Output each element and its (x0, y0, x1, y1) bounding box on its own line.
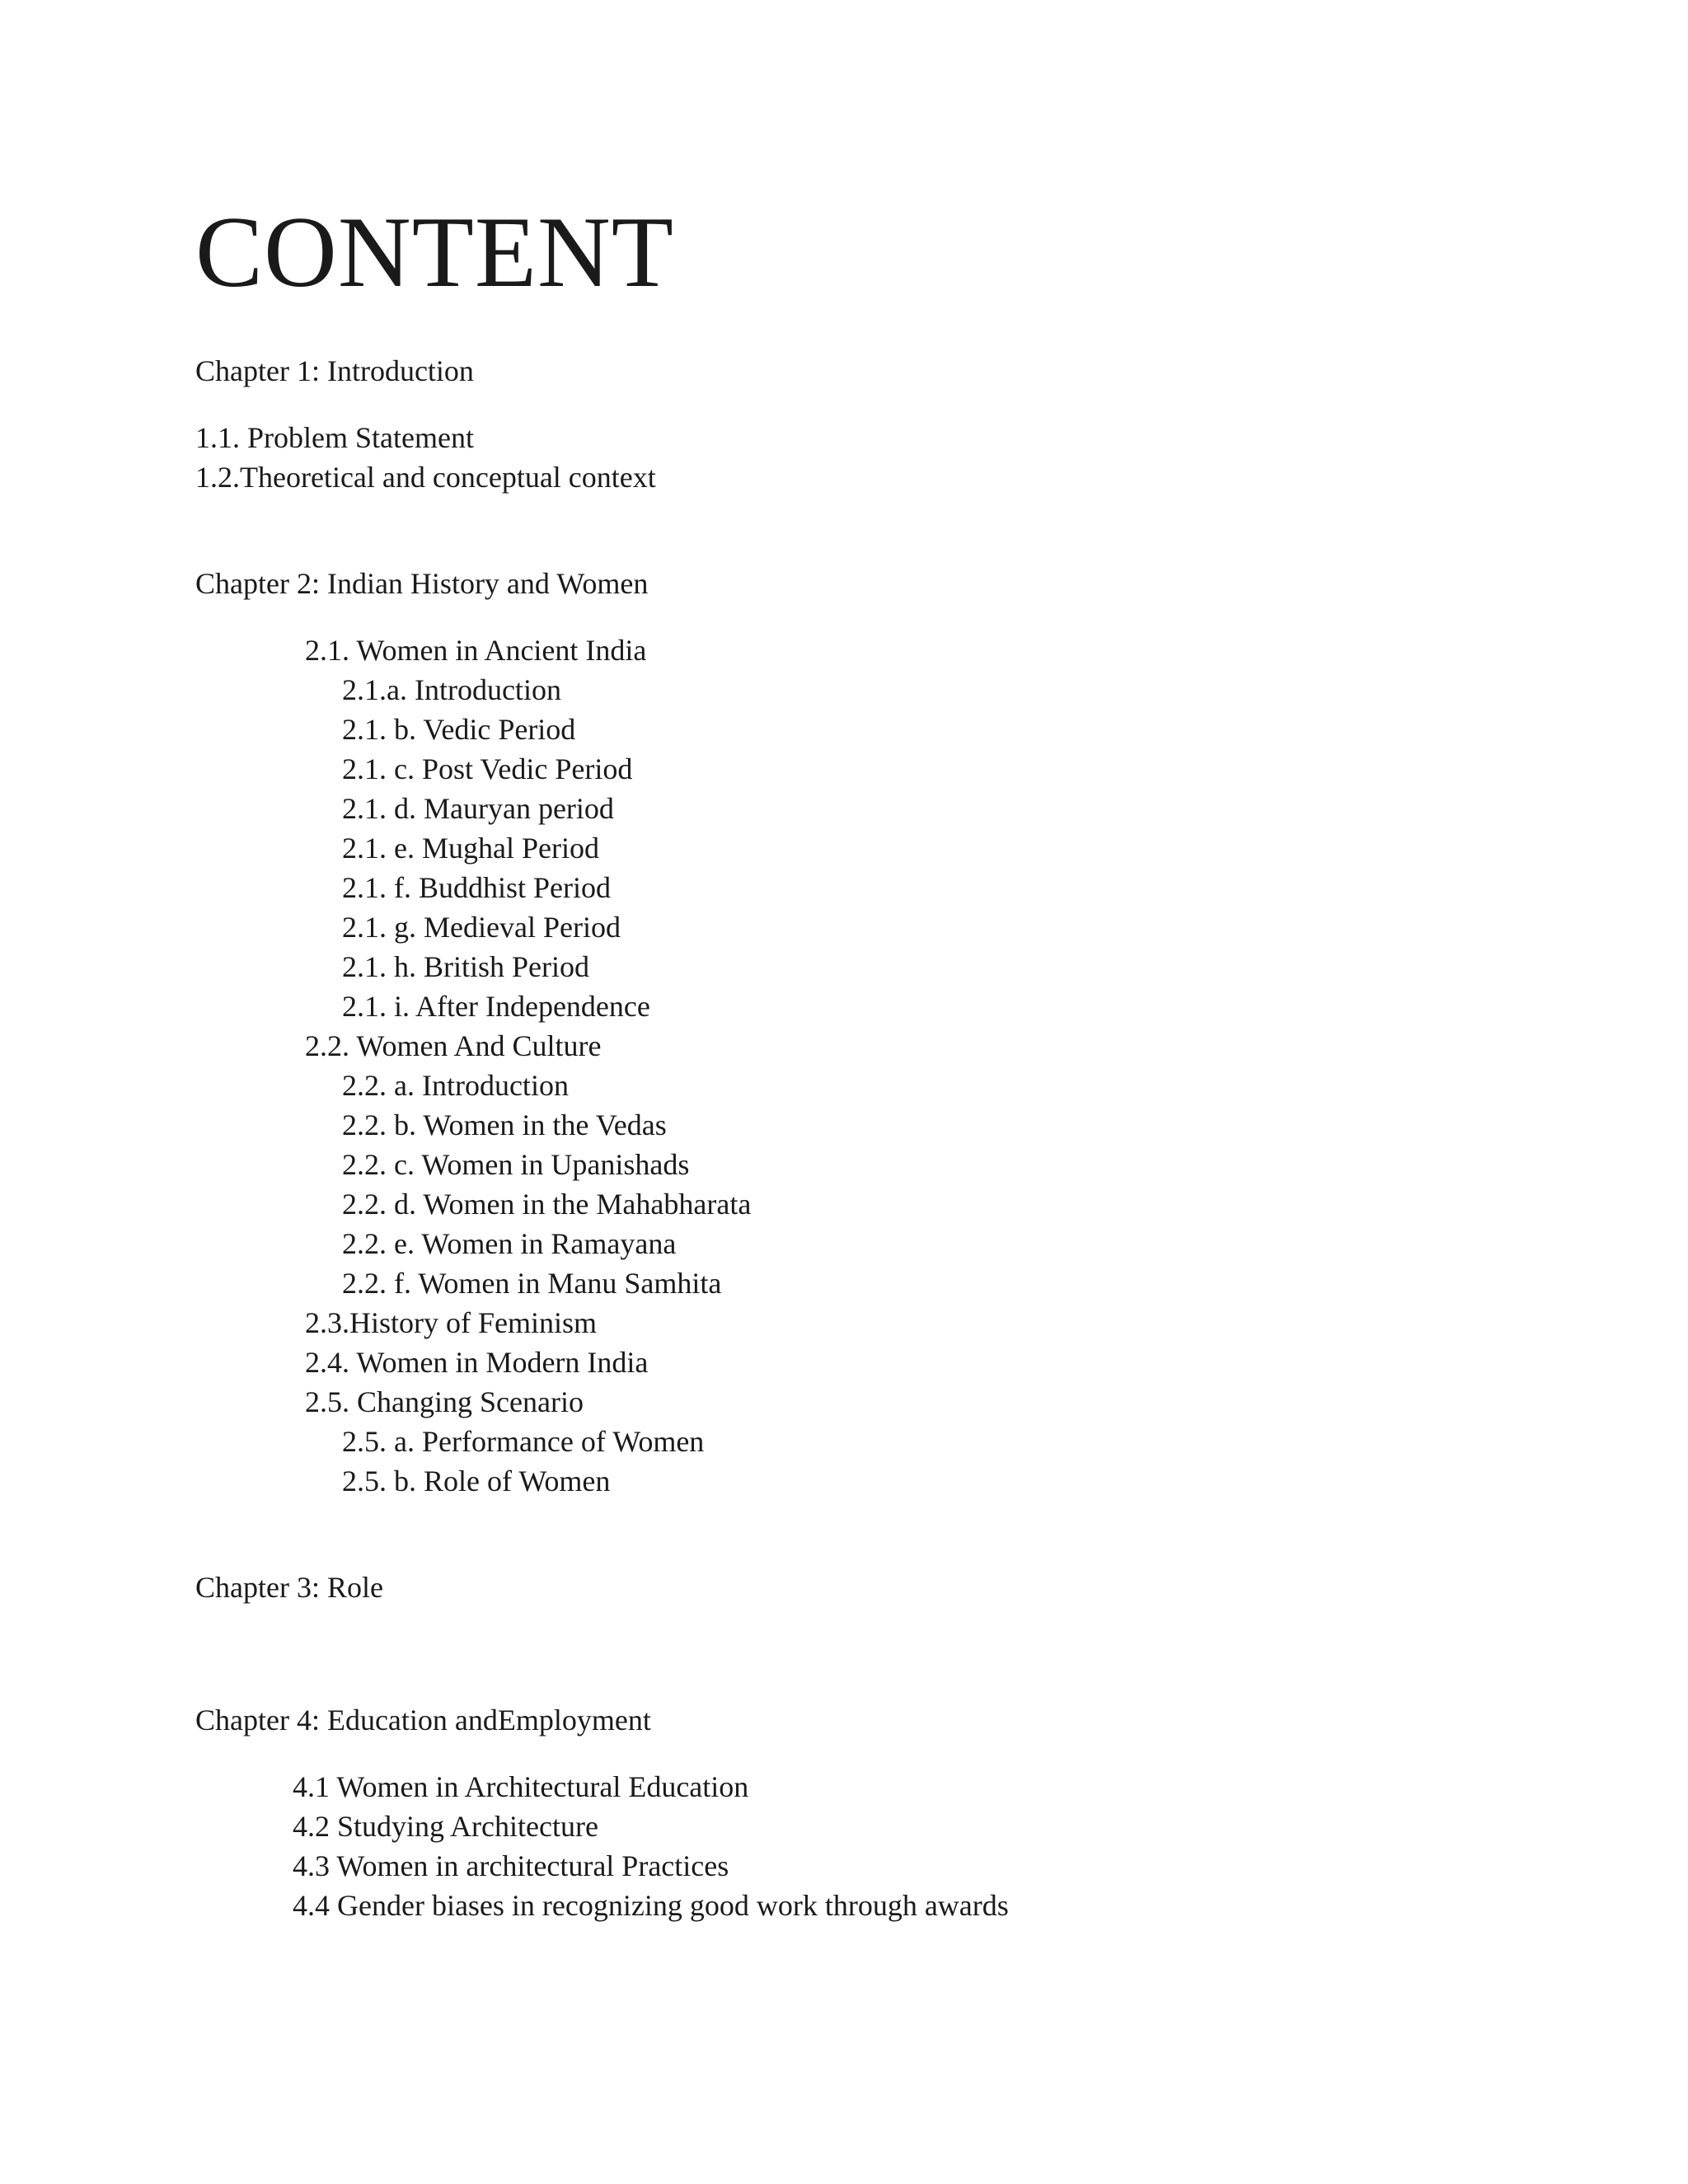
toc-item-2-5-b: 2.5. b. Role of Women (342, 1465, 611, 1497)
chapter-4-heading: Chapter 4: Education andEmployment (195, 1704, 651, 1736)
toc-item-2-1-a: 2.1.a. Introduction (342, 673, 561, 706)
toc-item-2-1-h: 2.1. h. British Period (342, 950, 590, 983)
toc-item-2-2-a: 2.2. a. Introduction (342, 1069, 569, 1102)
toc-item-2-1-g: 2.1. g. Medieval Period (342, 911, 621, 944)
chapter-1-heading: Chapter 1: Introduction (195, 354, 474, 387)
toc-item-4-1: 4.1 Women in Architectural Education (293, 1770, 749, 1803)
toc-section-2-5: 2.5. Changing Scenario (305, 1385, 584, 1418)
toc-item-2-1-d: 2.1. d. Mauryan period (342, 792, 614, 825)
toc-section-2-3: 2.3.History of Feminism (305, 1306, 598, 1339)
toc-section-2-2: 2.2. Women And Culture (305, 1029, 602, 1062)
toc-item-2-1-b: 2.1. b. Vedic Period (342, 713, 576, 746)
toc-section-2-4: 2.4. Women in Modern India (305, 1346, 649, 1379)
toc-item-2-5-a: 2.5. a. Performance of Women (342, 1425, 705, 1458)
chapter-3-heading: Chapter 3: Role (195, 1571, 383, 1604)
toc-item-1-1: 1.1. Problem Statement (195, 421, 474, 454)
toc-item-4-4: 4.4 Gender biases in recognizing good work through awards (293, 1889, 1009, 1922)
chapter-2-heading: Chapter 2: Indian History and Women (195, 567, 649, 600)
toc-item-2-1-i: 2.1. i. After Independence (342, 990, 650, 1023)
toc-item-2-1-e: 2.1. e. Mughal Period (342, 832, 599, 865)
toc-item-2-2-d: 2.2. d. Women in the Mahabharata (342, 1188, 752, 1221)
toc-item-4-3: 4.3 Women in architectural Practices (293, 1849, 729, 1882)
toc-item-4-2: 4.2 Studying Architecture (293, 1810, 598, 1843)
toc-item-2-2-e: 2.2. e. Women in Ramayana (342, 1227, 677, 1260)
toc-item-2-2-c: 2.2. c. Women in Upanishads (342, 1148, 690, 1181)
toc-item-2-1-f: 2.1. f. Buddhist Period (342, 871, 612, 904)
toc-section-2-1: 2.1. Women in Ancient India (305, 634, 647, 667)
toc-item-2-2-b: 2.2. b. Women in the Vedas (342, 1108, 667, 1141)
toc-item-2-1-c: 2.1. c. Post Vedic Period (342, 752, 633, 785)
toc-item-2-2-f: 2.2. f. Women in Manu Samhita (342, 1267, 722, 1300)
toc-item-1-2: 1.2.Theoretical and conceptual context (195, 461, 656, 494)
page-title: CONTENT (195, 195, 674, 308)
